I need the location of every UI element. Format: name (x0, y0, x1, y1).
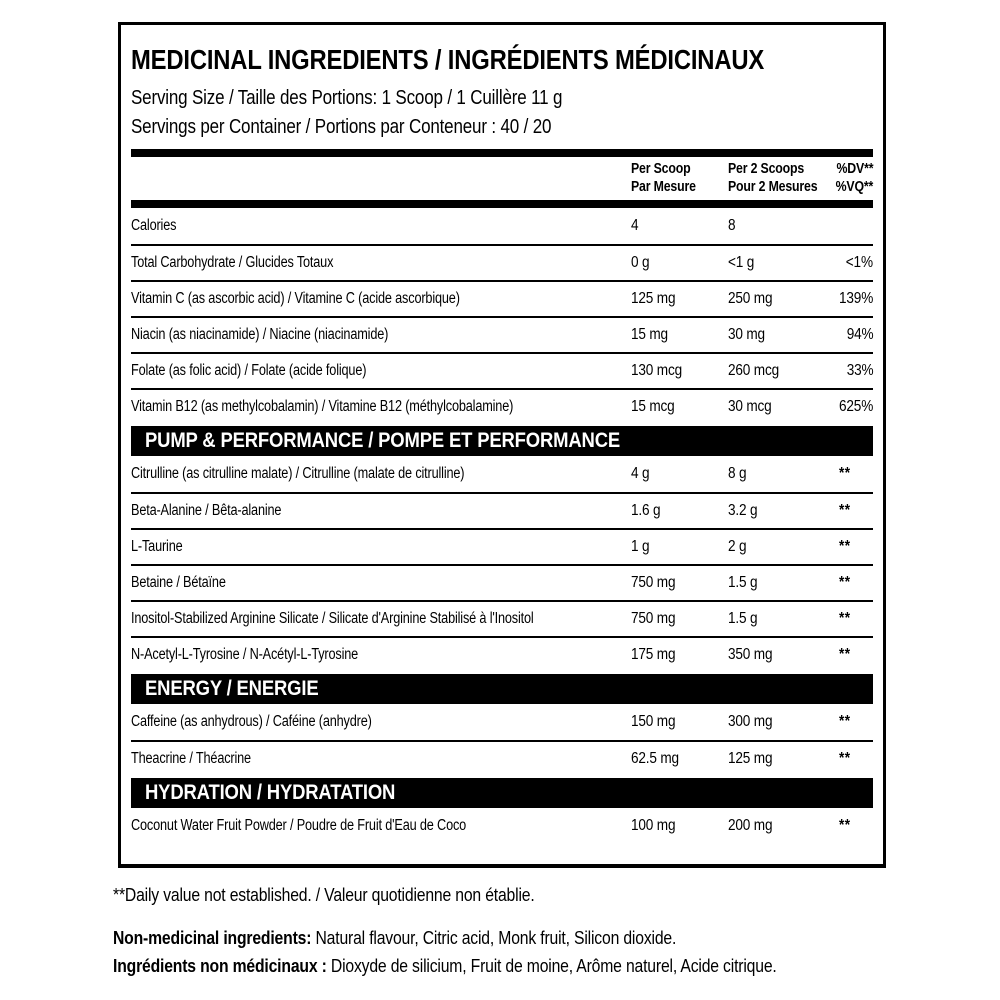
section-rows (131, 208, 873, 424)
ingredient-name: Niacin (as niacinamide) / Niacine (niacinamide) (131, 326, 389, 343)
per-scoop-value: 1 g (631, 538, 650, 555)
per-2-scoops-value: 300 mg (728, 713, 773, 730)
dv-value: ** (838, 646, 850, 663)
dv-value: ** (838, 750, 850, 767)
servings-per-container-line: Servings per Container / Portions par Conteneur : 40 / 20 (131, 116, 552, 138)
per-scoop-value: 15 mcg (631, 398, 675, 415)
thick-divider-top (131, 149, 873, 157)
ingredient-name: Beta-Alanine / Bêta-alanine (131, 502, 282, 519)
column-header-per-2-scoops: Per 2 Scoops Pour 2 Mesures (728, 161, 818, 195)
ingredient-row (131, 528, 873, 564)
ingredients-table (131, 208, 873, 844)
ingredient-row (131, 456, 873, 492)
per-2-scoops-value: 1.5 g (728, 574, 758, 591)
dv-value: ** (838, 713, 850, 730)
thick-divider-headers (131, 200, 873, 208)
dv-value: ** (838, 465, 850, 482)
per-2-scoops-value: 8 (728, 217, 736, 234)
section-header-label: HYDRATION / HYDRATATION (145, 781, 396, 804)
section-header-bar (131, 426, 873, 456)
dv-value: ** (838, 817, 850, 834)
ingredient-row (131, 636, 873, 672)
dv-value: <1% (845, 254, 873, 271)
dv-value: 139% (838, 290, 873, 307)
ingredient-row (131, 388, 873, 424)
ingredient-row (131, 352, 873, 388)
per-scoop-value: 750 mg (631, 574, 676, 591)
ingredient-name: Vitamin B12 (as methylcobalamin) / Vitamine B12 (méthylcobalamine) (131, 398, 514, 415)
section-header-bar (131, 674, 873, 704)
per-scoop-value: 150 mg (631, 713, 676, 730)
non-medicinal-fr-text: Dioxyde de silicium, Fruit de moine, Arôme naturel, Acide citrique. (326, 955, 777, 976)
column-header-per-scoop: Per Scoop Par Mesure (631, 161, 696, 195)
ingredient-name: L-Taurine (131, 538, 183, 555)
column-header-dv: %DV** %VQ** (835, 161, 874, 195)
per-2-scoops-value: <1 g (728, 254, 755, 271)
dv-value: ** (838, 538, 850, 555)
per-scoop-value: 4 g (631, 465, 650, 482)
per-2-scoops-value: 200 mg (728, 817, 773, 834)
per-scoop-value: 175 mg (631, 646, 676, 663)
ingredient-row (131, 740, 873, 776)
section-rows (131, 704, 873, 776)
ingredient-row (131, 280, 873, 316)
non-medicinal-ingredients-en (113, 924, 903, 952)
dv-value (829, 217, 873, 235)
non-medicinal-en-label: Non-medicinal ingredients: (113, 927, 312, 948)
per-scoop-value: 15 mg (631, 326, 668, 343)
per-scoop-value: 100 mg (631, 817, 676, 834)
ingredient-name: Total Carbohydrate / Glucides Totaux (131, 254, 334, 271)
ingredient-name: Theacrine / Théacrine (131, 750, 251, 767)
non-medicinal-fr-label: Ingrédients non médicinaux : (113, 955, 327, 976)
footnotes (113, 882, 903, 980)
section-header-label: PUMP & PERFORMANCE / POMPE ET PERFORMANCE (145, 429, 621, 452)
per-2-scoops-value: 350 mg (728, 646, 773, 663)
per-2-scoops-value: 1.5 g (728, 610, 758, 627)
medicinal-ingredients-panel (118, 22, 886, 868)
per-scoop-value: 125 mg (631, 290, 676, 307)
ingredient-name: Folate (as folic acid) / Folate (acide folique) (131, 362, 367, 379)
section-rows (131, 808, 873, 844)
ingredient-row (131, 808, 873, 844)
ingredient-name: N-Acetyl-L-Tyrosine / N-Acétyl-L-Tyrosine (131, 646, 359, 663)
dv-value: ** (838, 574, 850, 591)
per-2-scoops-value: 3.2 g (728, 502, 758, 519)
ingredient-row (131, 704, 873, 740)
per-2-scoops-value: 8 g (728, 465, 747, 482)
ingredient-name: Betaine / Bétaïne (131, 574, 226, 591)
per-scoop-value: 1.6 g (631, 502, 661, 519)
ingredient-row (131, 316, 873, 352)
per-scoop-value: 4 (631, 217, 639, 234)
section-rows (131, 456, 873, 672)
section-header-bar (131, 778, 873, 808)
per-2-scoops-value: 250 mg (728, 290, 773, 307)
ingredient-name: Caffeine (as anhydrous) / Caféine (anhydre) (131, 713, 372, 730)
per-2-scoops-value: 260 mcg (728, 362, 779, 379)
per-2-scoops-value: 30 mg (728, 326, 765, 343)
ingredient-name: Coconut Water Fruit Powder / Poudre de Fruit d'Eau de Coco (131, 817, 467, 834)
daily-value-footnote: **Daily value not established. / Valeur quotidienne non établie. (113, 884, 535, 905)
column-headers (131, 157, 873, 200)
ingredient-row (131, 600, 873, 636)
non-medicinal-en-text: Natural flavour, Citric acid, Monk fruit, Silicon dioxide. (311, 927, 677, 948)
ingredient-name: Citrulline (as citrulline malate) / Citrulline (malate de citrulline) (131, 465, 465, 482)
panel-title-text: MEDICINAL INGREDIENTS / INGRÉDIENTS MÉDICINAUX (131, 44, 765, 75)
dv-value: ** (838, 610, 850, 627)
ingredient-row (131, 208, 873, 244)
ingredient-row (131, 244, 873, 280)
non-medicinal-ingredients-fr (113, 952, 903, 980)
per-scoop-value: 62.5 mg (631, 750, 679, 767)
dv-value: ** (838, 502, 850, 519)
per-2-scoops-value: 125 mg (728, 750, 773, 767)
section-header-label: ENERGY / ENERGIE (145, 677, 319, 700)
panel-title (131, 45, 873, 75)
per-2-scoops-value: 2 g (728, 538, 747, 555)
ingredient-name: Inositol-Stabilized Arginine Silicate / Silicate d'Arginine Stabilisé à l'Inositol (131, 610, 534, 627)
ingredient-name: Vitamin C (as ascorbic acid) / Vitamine C (acide ascorbique) (131, 290, 460, 307)
ingredient-row (131, 492, 873, 528)
per-2-scoops-value: 30 mcg (728, 398, 772, 415)
dv-value: 33% (846, 362, 873, 379)
per-scoop-value: 130 mcg (631, 362, 682, 379)
ingredient-row (131, 564, 873, 600)
dv-value: 625% (838, 398, 873, 415)
dv-value: 94% (846, 326, 873, 343)
ingredient-name: Calories (131, 217, 177, 234)
per-scoop-value: 0 g (631, 254, 650, 271)
serving-size-line: Serving Size / Taille des Portions: 1 Scoop / 1 Cuillère 11 g (131, 87, 563, 109)
per-scoop-value: 750 mg (631, 610, 676, 627)
